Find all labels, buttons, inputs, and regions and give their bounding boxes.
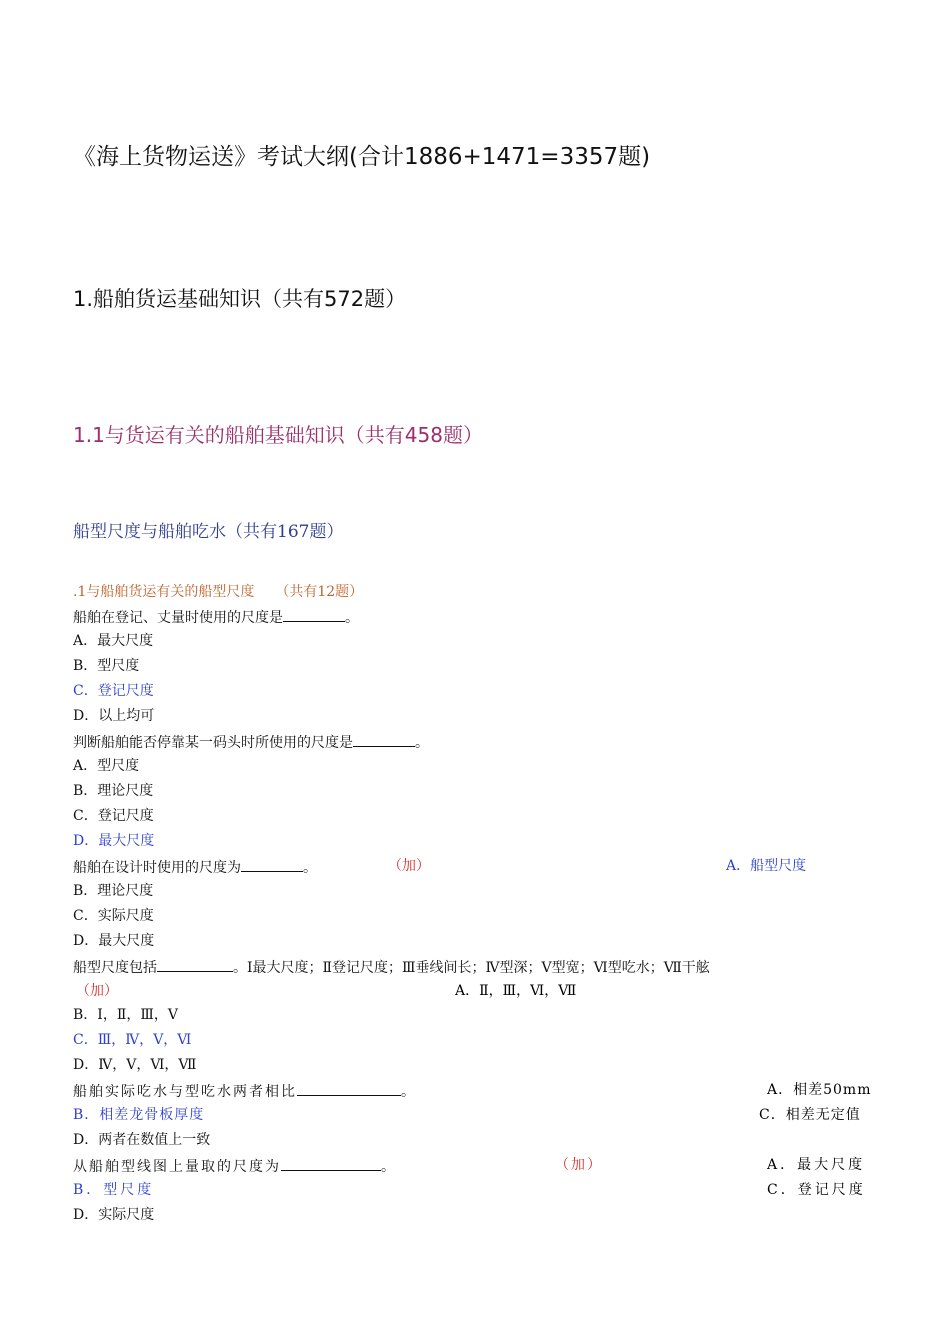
heading-level-2: 1.1与货运有关的船舶基础知识（共有458题） [73, 423, 483, 447]
question-6-option-c: C．登记尺度 [767, 1182, 866, 1198]
question-5-stem [73, 1081, 417, 1101]
question-stem-end: 。Ⅰ最大尺度；Ⅱ登记尺度；Ⅲ垂线间长；Ⅳ型深；Ⅴ型宽；Ⅵ型吃水；Ⅶ干舷 [233, 960, 710, 976]
question-2-stem [73, 732, 429, 752]
question-3-stem [73, 857, 317, 877]
answer-blank [157, 957, 233, 972]
question-3-option-a-correct: A．船型尺度 [726, 858, 807, 874]
question-1-option-b: B．型尺度 [73, 658, 140, 674]
question-1-option-c-correct: C．登记尺度 [73, 683, 154, 699]
question-6-added-tag: （加） [555, 1157, 603, 1173]
question-stem-text: 船舶实际吃水与型吃水两者相比 [73, 1084, 297, 1100]
question-stem-end: 。 [415, 735, 429, 751]
question-6-option-b-correct: B．型尺度 [73, 1182, 155, 1198]
question-stem-end: 。 [303, 860, 317, 876]
question-3-option-c: C．实际尺度 [73, 908, 154, 924]
document-title: 《海上货物运送》考试大纲(合计1886+1471=3357题) [73, 144, 651, 170]
heading-level-1: 1.船舶货运基础知识（共有572题） [73, 287, 407, 311]
question-1-option-a: A．最大尺度 [73, 633, 154, 649]
question-3-option-d: D．最大尺度 [73, 933, 155, 949]
answer-blank [241, 857, 303, 872]
question-4-added-tag: （加） [76, 983, 118, 999]
question-stem-end: 。 [401, 1084, 417, 1100]
answer-blank [281, 1156, 381, 1171]
question-2-option-d-correct: D．最大尺度 [73, 833, 155, 849]
question-5-option-c: C．相差无定值 [759, 1107, 861, 1123]
answer-blank [353, 732, 415, 747]
question-stem-text: 船舶在设计时使用的尺度为 [73, 860, 241, 876]
question-1-stem [73, 607, 359, 627]
question-5-option-d: D．两者在数值上一致 [73, 1132, 211, 1148]
question-stem-text: 从船舶型线图上量取的尺度为 [73, 1159, 281, 1175]
question-2-option-a: A．型尺度 [73, 758, 140, 774]
question-6-stem [73, 1156, 397, 1176]
question-2-option-b: B．理论尺度 [73, 783, 154, 799]
question-6-option-a: A．最大尺度 [767, 1157, 866, 1173]
question-stem-text: 判断船舶能否停靠某一码头时所使用的尺度是 [73, 735, 353, 751]
heading-level-3: 船型尺度与船舶吃水（共有167题） [73, 522, 344, 542]
question-1-option-d: D．以上均可 [73, 708, 155, 724]
question-stem-end: 。 [345, 610, 359, 626]
heading-level-4: .1与船舶货运有关的船型尺度 （共有12题） [73, 584, 364, 600]
question-4-stem [73, 957, 710, 977]
question-2-option-c: C．登记尺度 [73, 808, 154, 824]
question-4-option-d: D．Ⅳ，Ⅴ，Ⅵ，Ⅶ [73, 1057, 197, 1073]
answer-blank [283, 607, 345, 622]
answer-blank [297, 1081, 401, 1096]
question-5-option-b-correct: B．相差龙骨板厚度 [73, 1107, 205, 1123]
question-stem-end: 。 [381, 1159, 397, 1175]
question-4-option-a: A．Ⅱ，Ⅲ，Ⅵ，Ⅶ [455, 983, 577, 999]
question-6-option-d: D．实际尺度 [73, 1207, 155, 1223]
question-stem-text: 船舶在登记、丈量时使用的尺度是 [73, 610, 283, 626]
question-3-option-b: B．理论尺度 [73, 883, 154, 899]
question-4-option-c-correct: C．Ⅲ，Ⅳ，Ⅴ，Ⅵ [73, 1032, 192, 1048]
question-stem-text: 船型尺度包括 [73, 960, 157, 976]
question-4-option-b: B．Ⅰ，Ⅱ，Ⅲ，Ⅴ [73, 1007, 178, 1023]
question-5-option-a: A．相差50mm [767, 1082, 872, 1098]
question-3-added-tag: （加） [388, 858, 430, 874]
